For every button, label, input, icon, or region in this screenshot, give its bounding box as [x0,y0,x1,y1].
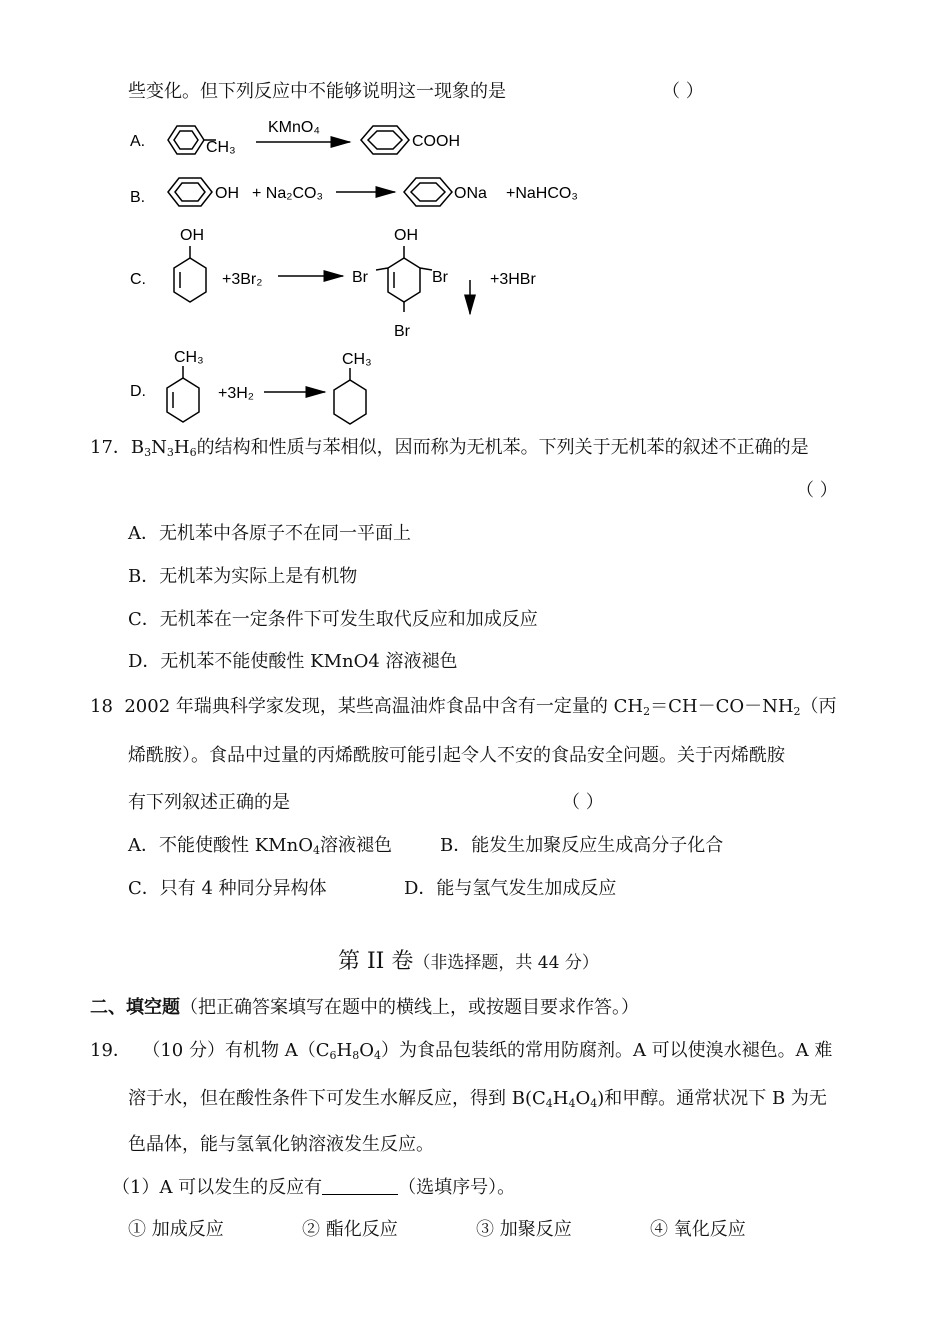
q17-stem: 17．$B_3N_3H_6$的结构和性质与苯相似，因而称为无机苯。下列关于无机苯的叙述不正确的是 [90,437,809,459]
section-2-title [338,950,599,975]
q19-line-1: 19． （10 分）有机物 $A(C_6H_8O_4)$为食品包装纸的常用防腐剂。A 可以使溴水褪色。A 难 [90,1040,833,1062]
fill-in-heading [90,996,639,1020]
option-b-label: B. [130,189,146,206]
option-a-kmno4: KMnO₄ [268,119,320,136]
q18-line-1: 18 2002 年瑞典科学家发现，某些高温油炸食品中含有一定量的 $CH_2=CH-CO-NH_2$（丙 [90,696,837,718]
q18-option-d[interactable]: D．能与氢气发生加成反应 [404,878,617,899]
option-d-methylcyclohexane [334,368,366,424]
option-c-product-oh: OH [394,227,418,244]
q17-formula-b: B [130,437,145,458]
option-a-benzoic-acid [361,126,409,154]
q16-reactions [0,110,950,430]
fill-in-instruction: （把正确答案填写在题中的横线上，或按题目要求作答。） [180,997,639,1018]
q17-option-a[interactable]: A．无机苯中各原子不在同一平面上 [128,523,411,544]
option-b-na2co3: + Na₂CO₃ [252,185,323,202]
option-b-ona: ONa [454,185,487,202]
q18-option-b[interactable]: B．能发生加聚反应生成高分子化合 [440,835,724,856]
option-c-br2: +3Br₂ [222,271,263,288]
option-b-phenoxide [404,178,452,206]
q17-answer-paren[interactable]: （ ） [796,480,838,501]
option-d-product-ch3: CH₃ [342,351,372,368]
q17-number: 17． [90,437,131,458]
section-2-heading: 第 II 卷 [338,949,414,974]
option-b-phenol [168,178,212,206]
q17-option-c[interactable]: C．无机苯在一定条件下可发生取代反应和加成反应 [128,609,538,630]
option-c-oh: OH [180,227,204,244]
q17-stem-text: 的结构和性质与苯相似，因而称为无机苯。下列关于无机苯的叙述不正确的是 [196,437,809,458]
q18-option-c[interactable]: C．只有 4 种同分异构体 [128,878,327,899]
q17-option-b[interactable]: B．无机苯为实际上是有机物 [128,566,358,587]
q18-answer-paren[interactable]: （ ） [562,792,604,813]
option-c-br-bottom: Br [394,323,410,340]
q19-line-3: 色晶体，能与氢氧化钠溶液发生反应。 [128,1134,434,1155]
q19-choice-1: ① 加成反应 [128,1219,224,1240]
q19-line-2: 溶于水，但在酸性条件下可发生水解反应，得到 $B(C_4H_4O_4)$和甲醇。通常状况下 B 为无 [128,1088,827,1110]
option-a-cooh: COOH [412,133,460,150]
q19-sub-1: （1）A 可以发生的反应有 （选填序号）。 [112,1177,516,1198]
section-2-subtitle: （非选择题，共 44 分） [413,953,599,973]
option-d-toluene [167,366,199,422]
q17-option-d[interactable]: D．无机苯不能使酸性 KMnO4 溶液褪色 [128,651,458,672]
fill-in-title: 二、填空题 [90,997,180,1018]
option-b-oh: OH [215,185,239,202]
q19-answer-blank[interactable] [322,1176,398,1195]
option-a-ch3: CH₃ [206,139,236,156]
q19-choice-3: ③ 加聚反应 [476,1219,572,1240]
option-c-phenol [174,246,206,302]
q16-stem: 些变化。但下列反应中不能够说明这一现象的是 [128,81,506,102]
q18-line-3: 有下列叙述正确的是 [128,792,290,813]
q19-choice-2: ② 酯化反应 [302,1219,398,1240]
option-c-hbr: +3HBr [490,271,536,288]
q18-number: 18 [90,696,113,717]
option-c-br-right: Br [432,269,448,286]
option-d-ch3: CH₃ [174,349,204,366]
q18-option-a[interactable]: A．不能使酸性 KMnO$_4$溶液褪色 [128,835,392,857]
q19-choice-4: ④ 氧化反应 [650,1219,746,1240]
option-a-label: A. [130,133,146,150]
option-c-tribromophenol [376,246,432,312]
q16-answer-paren[interactable]: （ ） [662,81,704,102]
option-d-label: D. [130,383,146,400]
option-c-label: C. [130,271,146,288]
option-b-nahco3: +NaHCO₃ [506,185,578,202]
option-d-h2: +3H₂ [218,385,255,402]
q18-line-2: 烯酰胺）。食品中过量的丙烯酰胺可能引起令人不安的食品安全问题。关于丙烯酰胺 [128,745,785,766]
option-c-br-left: Br [352,269,368,286]
q19-number: 19． [90,1040,131,1061]
